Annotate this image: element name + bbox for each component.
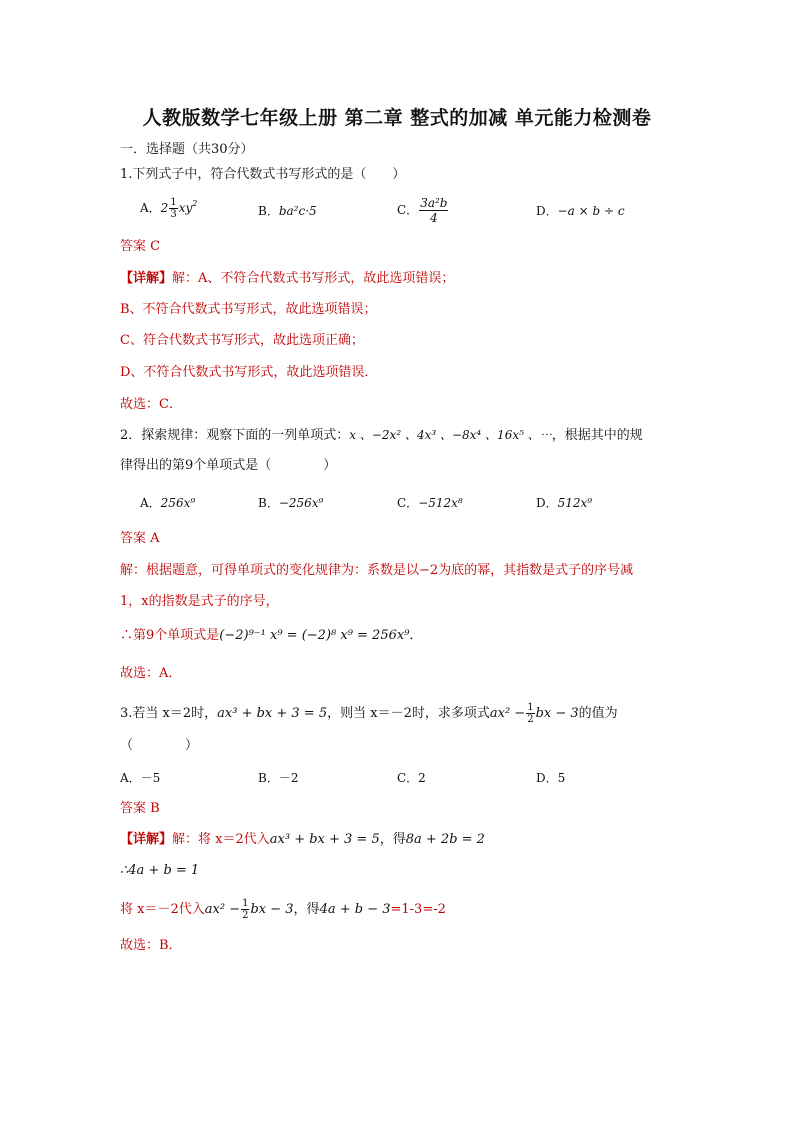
q3-answer: 答案 B xyxy=(120,801,160,816)
q2-option-c: C．−512x⁸ xyxy=(397,496,463,510)
q2-solution-line-3: ∴第9个单项式是(−2)⁹⁻¹ x⁹ = (−2)⁸ x⁹ = 256x⁹． xyxy=(120,628,423,643)
q2-solution-line-1: 解：根据题意，可得单项式的变化规律为：系数是以−2为底的幂，其指数是式子的序号减 xyxy=(120,563,634,578)
q1-detail-line-3: C、符合代数式书写形式，故此选项正确； xyxy=(120,333,364,348)
q1-detail-line-1: 【详解】解：A、不符合代数式书写形式，故此选项错误； xyxy=(120,271,455,286)
q2-answer: 答案 A xyxy=(120,531,160,546)
q3-stem-line-2: （ ） xyxy=(120,738,199,753)
q1-choice: 故选：C． xyxy=(120,397,182,412)
q2-choice: 故选：A． xyxy=(120,666,182,681)
q2-option-b: B．−256x⁹ xyxy=(258,496,324,510)
q3-choice: 故选：B． xyxy=(120,938,182,953)
q2-solution-line-2: 1，x的指数是式子的序号， xyxy=(120,594,279,609)
section-heading: 一．选择题（共30分） xyxy=(120,142,254,157)
q3-detail-line-2: ∴4a + b = 1 xyxy=(120,863,200,878)
q3-detail-line-3: 将 x＝－2代入ax² − $\frac{1}{2}$ bx − 3，得4a + b − 3=1-3=-2 xyxy=(120,898,446,921)
q1-option-a: A．2 $\frac{1}{3}$ $xy^2$ xyxy=(140,197,198,220)
q3-option-c: C．2 xyxy=(397,771,426,785)
q2-option-d: D．512x⁹ xyxy=(536,496,593,510)
q1-stem: 1.下列式子中，符合代数式书写形式的是（ ） xyxy=(120,167,406,182)
q3-stem-line-1: 3.若当 x＝2时，ax³ + bx + 3 = 5，则当 x＝－2时，求多项式ax² − $\frac{1}{2}$ bx − 3的值为 xyxy=(120,702,618,725)
q2-stem-line-1: 2．探索规律：观察下面的一列单项式：x 、−2x² 、4x³ 、−8x⁴ 、16x⁵ 、⋯，根据其中的规 xyxy=(120,428,643,443)
q3-option-d: D．5 xyxy=(536,771,566,785)
q3-option-a: A．－5 xyxy=(120,771,161,785)
q1-option-d: D．−a × b ÷ c xyxy=(536,204,625,218)
page-title: 人教版数学七年级上册 第二章 整式的加减 单元能力检测卷 xyxy=(142,107,652,129)
q1-detail-line-4: D、不符合代数式书写形式，故此选项错误． xyxy=(120,365,378,380)
q2-option-a: A．256x⁹ xyxy=(140,496,196,510)
q1-detail-line-2: B、不符合代数式书写形式，故此选项错误； xyxy=(120,302,377,317)
q1-answer: 答案 C xyxy=(120,239,161,254)
q3-option-b: B．－2 xyxy=(258,771,299,785)
q1-option-c: C． $\frac{\text{3a²b}}{4}$ xyxy=(397,196,448,225)
q1-option-b: B．ba²c·5 xyxy=(258,204,317,218)
q3-detail-line-1: 【详解】解：将 x＝2代入ax³ + bx + 3 = 5，得8a + 2b = 2 xyxy=(120,832,485,847)
q2-stem-line-2: 律得出的第9个单项式是（ ） xyxy=(120,458,337,473)
